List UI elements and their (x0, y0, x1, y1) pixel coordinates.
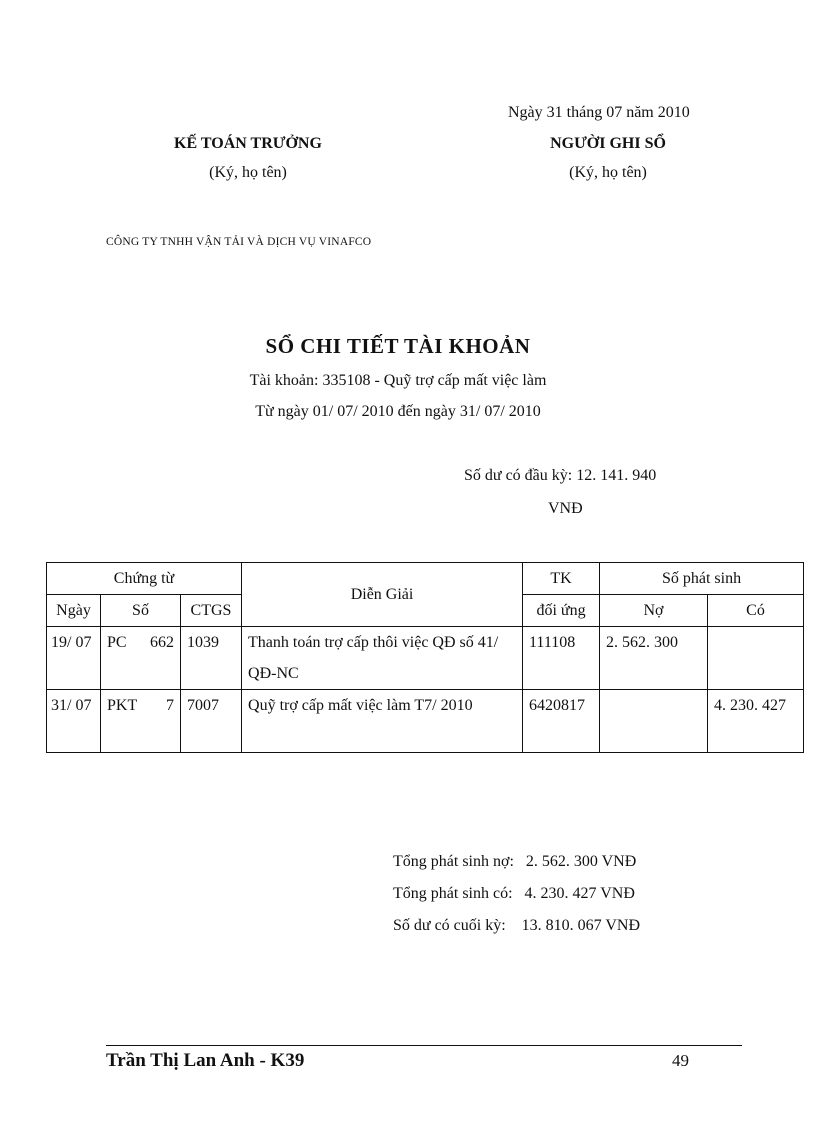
recorder-title: NGƯỜI GHI SỔ (550, 135, 666, 152)
cell-number-prefix: PKT (107, 697, 138, 714)
cell-number-value: 662 (150, 634, 174, 651)
cell-ctgs: 7007 (181, 690, 242, 753)
header-date: Ngày (47, 595, 101, 627)
recorder-sign-note: (Ký, họ tên) (569, 164, 647, 181)
closing-balance: Số dư có cuối kỳ: 13. 810. 067 VNĐ (393, 917, 641, 934)
report-date: Ngày 31 tháng 07 năm 2010 (508, 104, 690, 121)
cell-description: Quỹ trợ cấp mất việc làm T7/ 2010 (242, 690, 523, 753)
cell-number-prefix: PC (107, 634, 127, 651)
header-account-bottom: đối ứng (523, 595, 600, 627)
cell-description: Thanh toán trợ cấp thôi việc QĐ số 41/ QĐ-NC (242, 627, 523, 690)
company-name: CÔNG TY TNHH VẬN TẢI VÀ DỊCH VỤ VINAFCO (106, 236, 372, 248)
cell-number (101, 690, 181, 753)
header-ctgs: CTGS (181, 595, 242, 627)
header-row-1 (47, 563, 804, 595)
opening-balance-currency: VNĐ (548, 500, 583, 517)
chief-accountant-title: KẾ TOÁN TRƯỞNG (174, 135, 322, 152)
header-number: Số (101, 595, 181, 627)
header-description: Diễn Giải (242, 563, 523, 627)
cell-debit (600, 690, 708, 753)
account-line: Tài khoản: 335108 - Quỹ trợ cấp mất việc làm (249, 372, 547, 389)
footer-author: Trần Thị Lan Anh - K39 (106, 1050, 305, 1071)
cell-date: 19/ 07 (47, 627, 101, 690)
cell-number-value: 7 (166, 697, 174, 714)
total-credit: Tổng phát sinh có: 4. 230. 427 VNĐ (393, 885, 635, 902)
page-number: 49 (672, 1051, 689, 1070)
ledger-table (46, 562, 804, 753)
header-credit: Có (708, 595, 804, 627)
header-account-top: TK (523, 563, 600, 595)
chief-accountant-sign-note: (Ký, họ tên) (209, 164, 287, 181)
cell-ctgs: 1039 (181, 627, 242, 690)
table-row (47, 627, 804, 690)
cell-credit: 4. 230. 427 (708, 690, 804, 753)
header-arising: Số phát sinh (600, 563, 804, 595)
cell-credit (708, 627, 804, 690)
cell-account: 6420817 (523, 690, 600, 753)
header-debit: Nợ (600, 595, 708, 627)
total-debit: Tổng phát sinh nợ: 2. 562. 300 VNĐ (393, 853, 637, 870)
cell-number (101, 627, 181, 690)
cell-debit: 2. 562. 300 (600, 627, 708, 690)
document-title: SỔ CHI TIẾT TÀI KHOẢN (265, 334, 531, 358)
cell-date: 31/ 07 (47, 690, 101, 753)
opening-balance: Số dư có đầu kỳ: 12. 141. 940 (464, 467, 657, 484)
header-voucher: Chứng từ (47, 563, 242, 595)
period-line: Từ ngày 01/ 07/ 2010 đến ngày 31/ 07/ 2010 (255, 403, 541, 420)
table-row (47, 690, 804, 753)
cell-account: 111108 (523, 627, 600, 690)
footer-divider (106, 1045, 742, 1046)
